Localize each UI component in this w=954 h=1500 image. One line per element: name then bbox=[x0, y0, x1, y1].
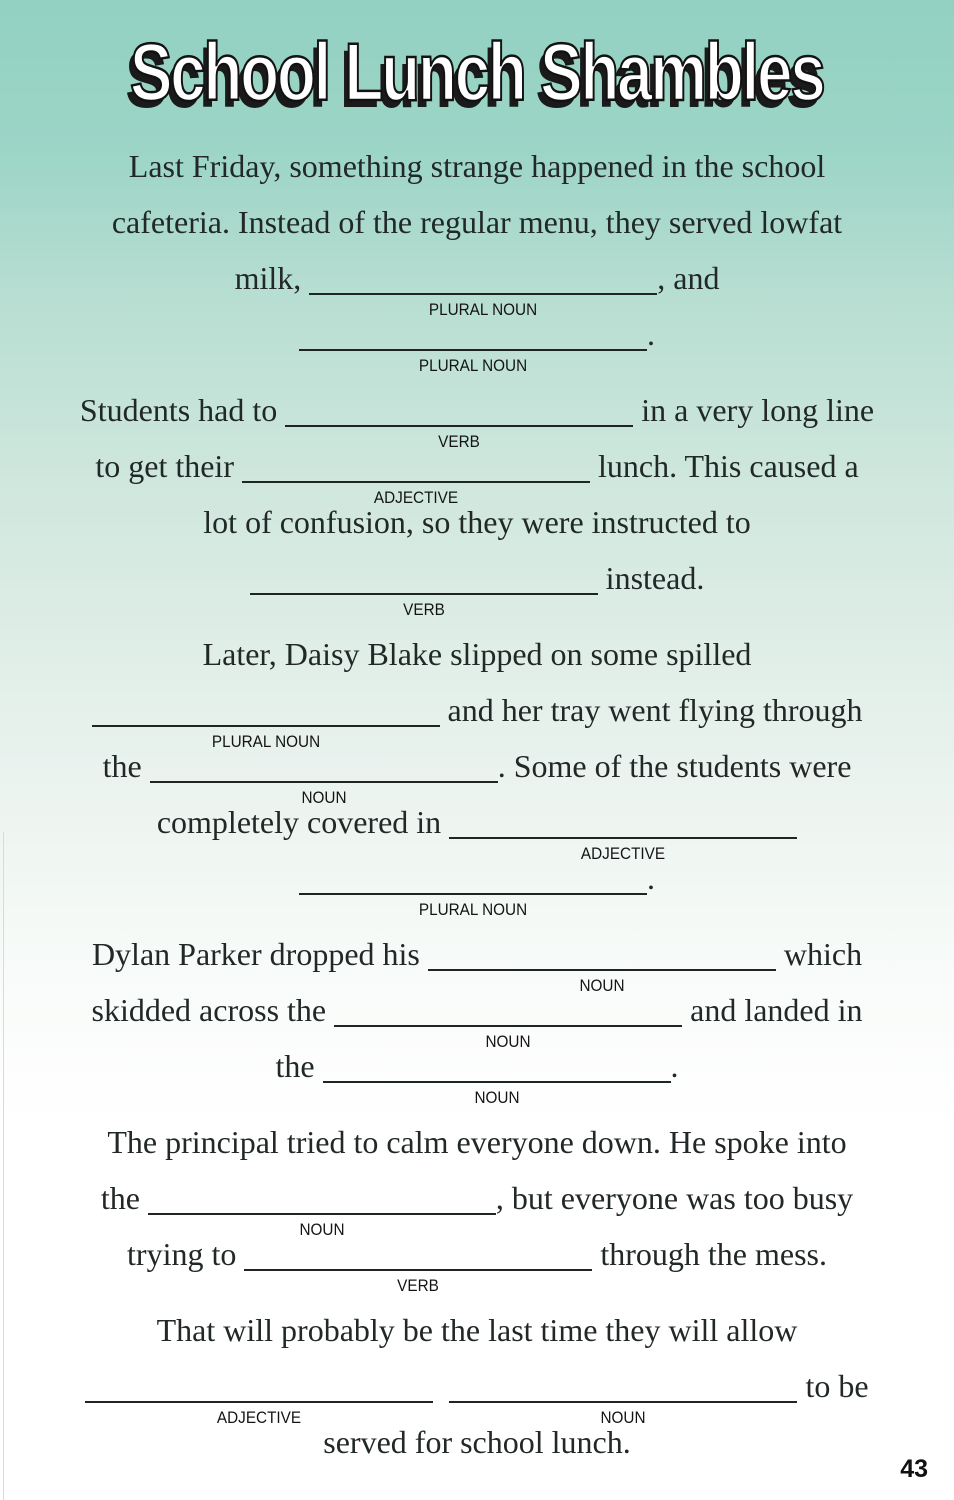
story-paragraph bbox=[0, 926, 954, 1107]
fill-in-blank bbox=[244, 1269, 592, 1295]
blank-part-of-speech-label: NOUN bbox=[474, 1088, 520, 1107]
text-segment: trying to bbox=[127, 1236, 245, 1272]
story-line bbox=[0, 626, 954, 682]
fill-in-blank bbox=[428, 969, 776, 995]
story-paragraph bbox=[0, 138, 954, 375]
text-segment: , and bbox=[657, 260, 720, 296]
fill-in-blank bbox=[334, 1025, 682, 1051]
text-segment: lunch. This caused a bbox=[589, 448, 859, 484]
blank-part-of-speech-label: NOUN bbox=[579, 976, 625, 995]
text-segment: served for school lunch. bbox=[323, 1424, 631, 1460]
fill-in-blank bbox=[148, 1213, 496, 1239]
text-segment: and her tray went flying through bbox=[439, 692, 863, 728]
fill-in-blank bbox=[150, 781, 498, 807]
story-line bbox=[0, 250, 954, 319]
text-segment: . bbox=[670, 1048, 679, 1084]
text-segment: . bbox=[647, 316, 655, 352]
text-segment: and landed in bbox=[682, 992, 863, 1028]
story-line bbox=[0, 1038, 954, 1107]
text-segment: in a very long line bbox=[633, 392, 875, 428]
blank-part-of-speech-label: PLURAL NOUN bbox=[211, 732, 320, 751]
text-segment: which bbox=[775, 936, 863, 972]
fill-in-blank bbox=[85, 1401, 433, 1427]
story-paragraph bbox=[0, 382, 954, 619]
story-paragraph bbox=[0, 1114, 954, 1295]
text-segment: milk, bbox=[234, 260, 310, 296]
text-segment: . Some of the students were bbox=[497, 748, 852, 784]
story-line bbox=[0, 1170, 954, 1239]
text-segment: Dylan Parker dropped his bbox=[91, 936, 428, 972]
text-segment: through the mess. bbox=[592, 1236, 827, 1272]
page-number: 43 bbox=[900, 1455, 928, 1483]
story-text bbox=[0, 138, 954, 1470]
story-line bbox=[0, 194, 954, 250]
page-title: School Lunch Shambles bbox=[130, 27, 824, 118]
blank-part-of-speech-label: VERB bbox=[438, 432, 481, 451]
text-segment: Later, Daisy Blake slipped on some spilled bbox=[202, 636, 752, 672]
fill-in-blank bbox=[323, 1081, 671, 1107]
text-segment: the bbox=[100, 1180, 148, 1216]
story-line bbox=[0, 382, 954, 451]
story-line bbox=[0, 794, 954, 863]
story-line bbox=[0, 682, 954, 751]
fill-in-blank bbox=[242, 481, 590, 507]
text-segment: cafeteria. Instead of the regular menu, they served lowfat bbox=[111, 204, 843, 240]
text-segment: to be bbox=[797, 1368, 869, 1404]
blank-part-of-speech-label: NOUN bbox=[600, 1408, 646, 1427]
scan-edge-line bbox=[3, 832, 4, 1500]
blank-part-of-speech-label: NOUN bbox=[299, 1220, 345, 1239]
story-line bbox=[0, 494, 954, 550]
fill-in-blank bbox=[285, 425, 633, 451]
blank-part-of-speech-label: PLURAL NOUN bbox=[418, 900, 528, 919]
story-line bbox=[0, 138, 954, 194]
blank-part-of-speech-label: ADJECTIVE bbox=[581, 844, 666, 863]
text-segment: lot of confusion, so they were instructed to bbox=[203, 504, 751, 540]
fill-in-blank bbox=[250, 593, 598, 619]
story-line bbox=[0, 1358, 954, 1427]
fill-in-blank bbox=[449, 1401, 797, 1427]
fill-in-blank bbox=[309, 293, 657, 319]
story-line bbox=[0, 550, 954, 619]
blank-part-of-speech-label: PLURAL NOUN bbox=[429, 300, 538, 319]
text-segment: to get their bbox=[95, 448, 242, 484]
story-line bbox=[0, 738, 954, 807]
text-segment: the bbox=[102, 748, 150, 784]
text-segment bbox=[433, 1368, 449, 1404]
fill-in-blank bbox=[299, 893, 647, 919]
text-segment: completely covered in bbox=[156, 804, 450, 840]
text-segment: Last Friday, something strange happened in the school bbox=[128, 148, 826, 184]
story-line bbox=[0, 1226, 954, 1295]
fill-in-blank bbox=[92, 725, 440, 751]
story-line bbox=[0, 1414, 954, 1470]
story-line bbox=[0, 850, 954, 919]
fill-in-blank bbox=[299, 349, 647, 375]
story-line bbox=[0, 926, 954, 995]
text-segment: , but everyone was too busy bbox=[495, 1180, 854, 1216]
text-segment: skidded across the bbox=[91, 992, 335, 1028]
blank-part-of-speech-label: VERB bbox=[402, 600, 445, 619]
story-paragraph bbox=[0, 1302, 954, 1470]
story-line bbox=[0, 982, 954, 1051]
fill-in-blank bbox=[449, 837, 797, 863]
blank-part-of-speech-label: NOUN bbox=[301, 788, 347, 807]
title-banner bbox=[0, 0, 954, 132]
blank-part-of-speech-label: PLURAL NOUN bbox=[418, 356, 528, 375]
text-segment: That will probably be the last time they will allow bbox=[156, 1312, 798, 1348]
text-segment: the bbox=[275, 1048, 323, 1084]
text-segment: The principal tried to calm everyone down. He spoke into bbox=[107, 1124, 847, 1160]
blank-part-of-speech-label: ADJECTIVE bbox=[217, 1408, 302, 1427]
blank-part-of-speech-label: ADJECTIVE bbox=[373, 488, 459, 507]
blank-part-of-speech-label: VERB bbox=[397, 1276, 440, 1295]
blank-part-of-speech-label: NOUN bbox=[485, 1032, 531, 1051]
text-segment: . bbox=[647, 860, 655, 896]
text-segment: instead. bbox=[597, 560, 705, 596]
story-line bbox=[0, 1114, 954, 1170]
text-segment: Students had to bbox=[79, 392, 286, 428]
story-paragraph bbox=[0, 626, 954, 919]
story-line bbox=[0, 1302, 954, 1358]
